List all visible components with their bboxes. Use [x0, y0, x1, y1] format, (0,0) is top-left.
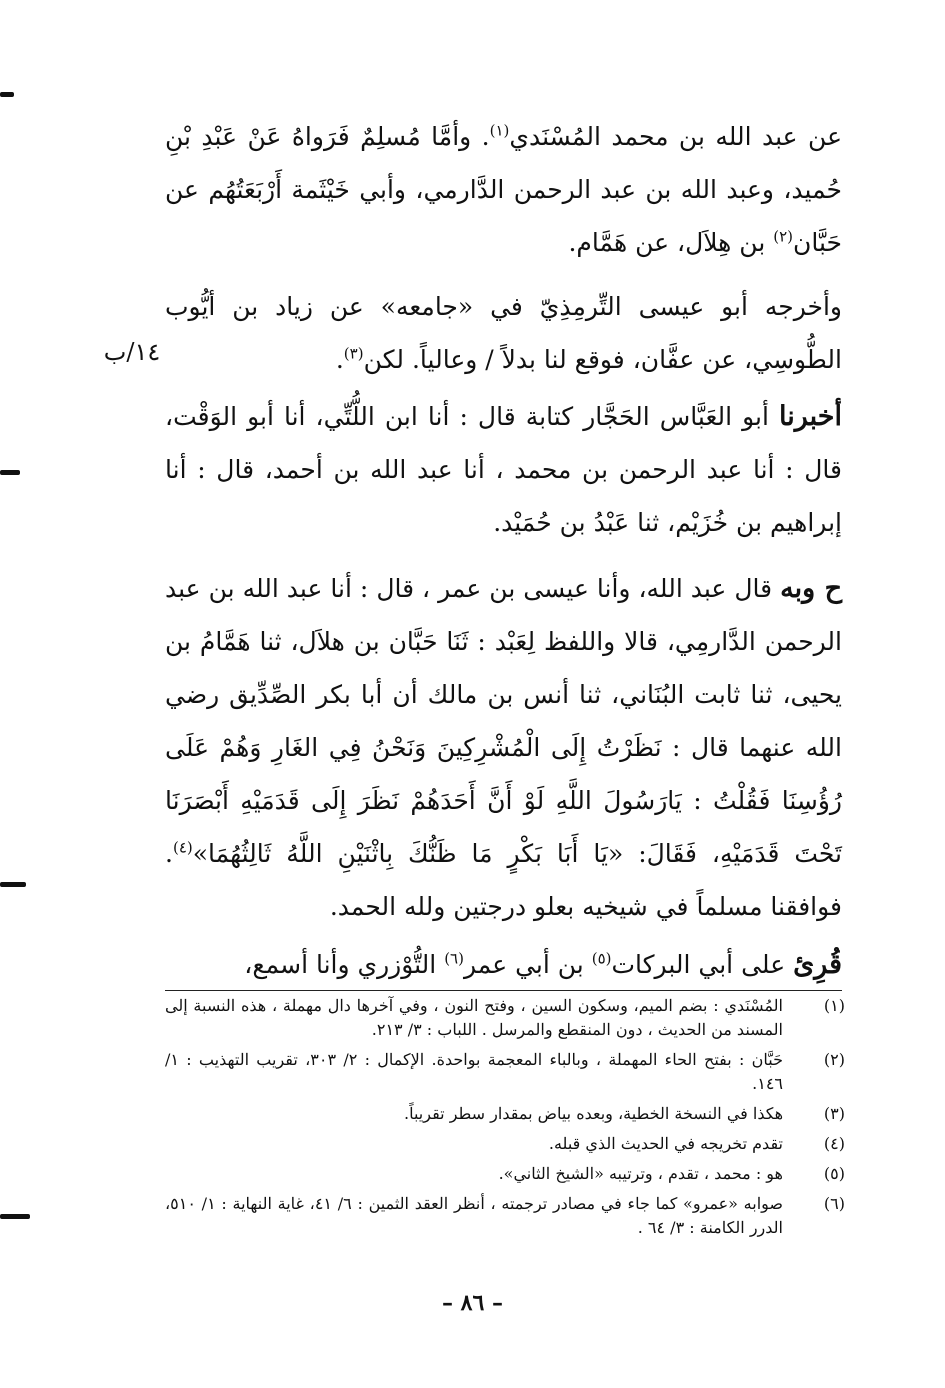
text-segment: . فوافقنا مسلماً في شيخيه بعلو درجتين ولله الحمد. — [165, 839, 842, 921]
scan-edge-mark — [0, 470, 20, 475]
footnote-text: تقدم تخريجه في الحديث الذي قبله. — [548, 1134, 783, 1153]
footnote-reference: (٣) — [343, 344, 364, 363]
footnote-number: (٤) — [823, 1134, 845, 1153]
footnote-number: (٥) — [823, 1164, 845, 1183]
footnote-text: هكذا في النسخة الخطية، وبعده بياض بمقدار سطر تقريباً. — [404, 1104, 783, 1123]
footnote-reference: (٦) — [444, 949, 464, 968]
footnote-number: (٢) — [823, 1050, 845, 1069]
footnote-number: (١) — [823, 996, 845, 1015]
paragraph-quria — [165, 938, 842, 991]
footnote-number: (٣) — [823, 1104, 845, 1123]
scan-edge-mark — [0, 92, 14, 97]
footnote-reference: (٥) — [591, 949, 612, 968]
text-segment: . وأمَّا مُسلِمٌ فَرَواهُ عَنْ عَبْدِ بْنِ حُميد، وعبد الله بن عبد الرحمن الدَّارمي، وأبي خَيْثَمة أَرْبَعَتُهُم عن حَبَّان — [165, 122, 842, 257]
paragraph-hadith-ghar — [165, 562, 842, 933]
paragraph-isnad-muslim — [165, 110, 842, 269]
page-number: – ٨٦ – — [442, 1290, 503, 1316]
footnote-text: هو : محمد ، تقدم ، وترتيبه «الشيخ الثاني». — [498, 1164, 783, 1183]
paragraph-lead-word: ح وبه — [780, 573, 843, 604]
footnote-text: حَبَّان : بفتح الحاء المهملة ، وبالباء المعجمة بواحدة. الإكمال : ٢/ ٣٠٣، تقريب التهذيب : ١/ ١٤٦. — [165, 1050, 783, 1093]
paragraph-lead-word: أخبرنا — [779, 401, 842, 432]
footnotes-section — [165, 994, 845, 1246]
footnote-reference: (١) — [489, 121, 510, 140]
text-segment: قال عبد الله، وأنا عيسى بن عمر ، قال : أنا عبد الله بن عبد الرحمن الدَّارمِي، قالا واللفظ لِعَبْد : ثَنَا حَبَّان بن هلاَل، ثنا هَمَّامُ بن يحيى، ثنا ثابت البُنَاني، ثنا أنس بن مالك أن أبا بكر الصِّدِّيق رضي الله عنهما قال : نَظَرْتُ إِلَى الْمُشْرِكِينَ وَنَحْنُ فِي الغَارِ وَهُمْ عَلَى رُؤُسِنَا فَقُلْتُ : يَارَسُولَ اللَّهِ لَوْ أَنَّ أَحَدَهُمْ نَظَرَ إِلَى قَدَمَيْهِ أَبْصَرَنَا تَحْتَ قَدَمَيْهِ، فَقَالَ: «يَا أَبَا بَكْرٍ مَا ظَنُّكَ بِاثْنَيْنِ اللَّهُ ثَالِثُهُمَا» — [165, 574, 842, 868]
scan-edge-mark — [0, 1214, 30, 1219]
footnote-text: صوابه «عمرو» كما جاء في مصادر ترجمته ، أنظر العقد الثمين : ٦/ ٤١، غاية النهاية : ١/ ٥١٠، الدرر الكامنة : ٣/ ٦٤ . — [165, 1194, 784, 1237]
footnote — [165, 1048, 845, 1096]
text-segment: وأخرجه أبو عيسى التِّرمِذِيّ في «جامعه» عن زياد بن أيُّوب الطُّوسِي، عن عفَّان، فوقع لنا بدلاً / وعالياً. لكن — [165, 292, 842, 374]
text-segment: على أبي البركات — [611, 950, 794, 979]
footnote-text: المُسْنَدي : بضم الميم، وسكون السين ، وفتح النون ، وفي آخرها دال مهملة ، هذه النسبة إلى المسند من الحديث ، دون المنقطع والمرسل . اللباب : ٣/ ٢١٣. — [165, 996, 783, 1039]
text-segment: . — [335, 345, 344, 374]
footnote — [165, 994, 845, 1042]
text-segment: بن أبي عمر — [463, 950, 592, 979]
footnote — [165, 1102, 845, 1126]
footnote-separator — [165, 990, 842, 991]
text-segment: بن هِلاَل، عن هَمَّام. — [568, 228, 774, 257]
text-segment: أبو العَبَّاس الحَجَّار كتابة قال : أنا ابن اللُّتِّي، أنا أبو الوَقْت، قال : أنا عبد الرحمن بن محمد ، أنا عبد الله بن أحمد، قال : أنا إبراهيم بن خُزَيْم، ثنا عَبْدُ بن حُمَيْد. — [165, 402, 842, 537]
footnote — [165, 1162, 845, 1186]
paragraph-tirmidhi — [165, 280, 842, 386]
footnote-number: (٦) — [823, 1194, 845, 1213]
text-segment: التُّوْزري وأنا أسمع، — [244, 950, 445, 979]
paragraph-lead-word: قُرِئ — [793, 949, 842, 980]
margin-folio-number: ١٤/ب — [103, 338, 161, 366]
paragraph-akhbarana — [165, 390, 842, 549]
footnote — [165, 1192, 845, 1240]
footnote-reference: (٢) — [773, 227, 794, 246]
scan-edge-mark — [0, 882, 26, 887]
footnote — [165, 1132, 845, 1156]
footnote-reference: (٤) — [172, 838, 193, 857]
text-segment: عن عبد الله بن محمد المُسْنَدي — [509, 122, 842, 151]
